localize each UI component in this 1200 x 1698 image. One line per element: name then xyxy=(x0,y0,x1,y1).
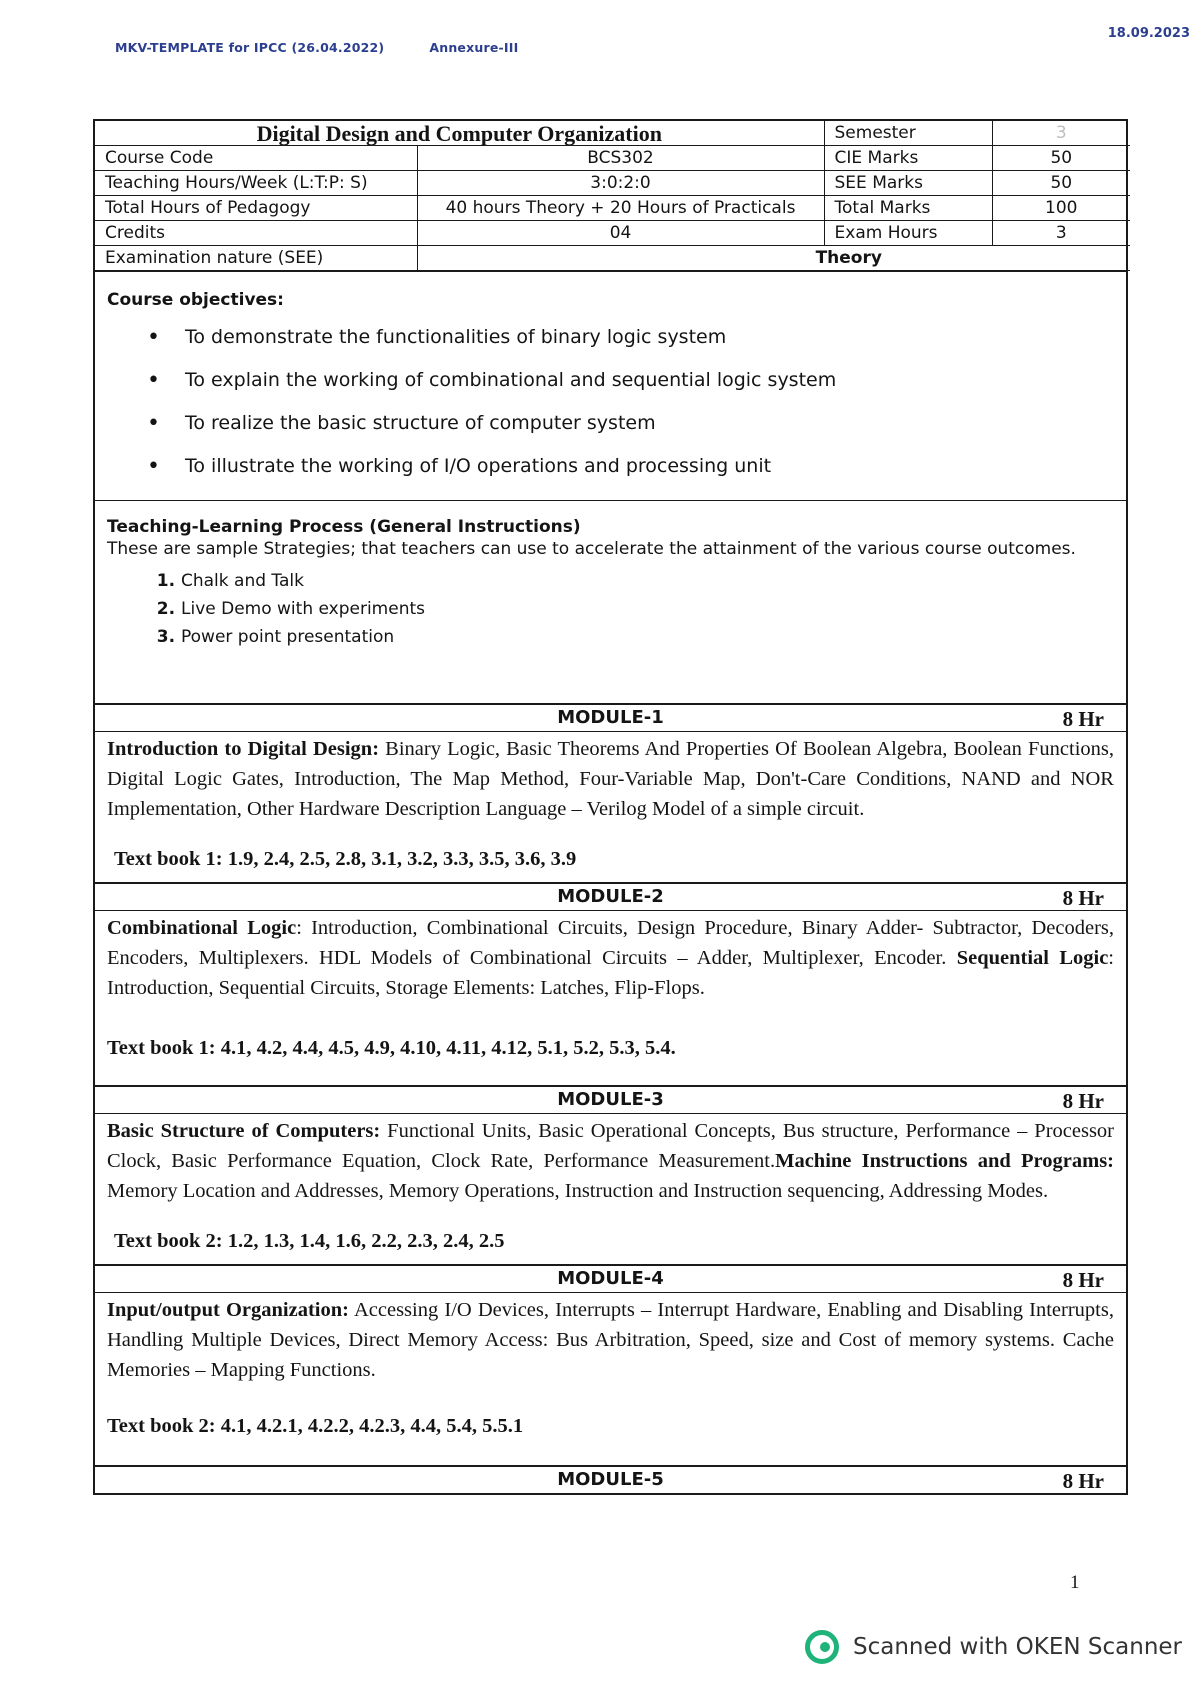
teaching-description: These are sample Strategies; that teachers can use to accelerate the attainment of the various course outcomes. xyxy=(107,539,1076,559)
module-hours: 8 Hr xyxy=(1062,886,1104,910)
objective-item: • To explain the working of combinational and sequential logic system xyxy=(185,359,1114,402)
topic-heading: Machine Instructions and Programs: xyxy=(775,1150,1115,1172)
module-hours: 8 Hr xyxy=(1062,1268,1104,1292)
total-marks-label: Total Marks xyxy=(824,196,992,221)
teaching-heading: Teaching-Learning Process (General Instructions) xyxy=(107,517,581,537)
module-4-content xyxy=(95,1293,1126,1465)
pedagogy-hours-label: Total Hours of Pedagogy xyxy=(95,196,417,221)
objectives-heading: Course objectives: xyxy=(107,290,284,310)
template-header xyxy=(115,40,518,55)
textbook-reference: Text book 1: 4.1, 4.2, 4.4, 4.5, 4.9, 4.10, 4.11, 4.12, 5.1, 5.2, 5.3, 5.4. xyxy=(107,1037,676,1059)
topic-text: Accessing I/O Devices, Interrupts – Interrupt Hardware, Enabling and Disabling Interrupts, Handling Multiple Devices, Direct Memory Access: Bus Arbitration, Speed, size and Cost of memory systems. Cache Memories – Mapping Functions. xyxy=(107,1299,1114,1381)
teaching-hours-value: 3:0:2:0 xyxy=(417,171,824,196)
module-title: MODULE-4 xyxy=(557,1268,664,1289)
objective-item: • To realize the basic structure of computer system xyxy=(185,402,1114,445)
module-2-content xyxy=(95,911,1126,1085)
objective-item: • To illustrate the working of I/O operations and processing unit xyxy=(185,445,1114,488)
topic-heading: Basic Structure of Computers: xyxy=(107,1120,381,1142)
topic-heading: Input/output Organization: xyxy=(107,1299,349,1321)
course-code-label: Course Code xyxy=(95,146,417,171)
topic-text: : Introduction, Sequential Circuits, Storage Elements: Latches, Flip-Flops. xyxy=(107,947,1114,999)
scanner-text: Scanned with OKEN Scanner xyxy=(853,1634,1182,1660)
teaching-list xyxy=(107,567,1114,651)
exam-nature-label: Examination nature (SEE) xyxy=(95,246,417,271)
module-3-header xyxy=(95,1085,1126,1114)
cie-marks-label: CIE Marks xyxy=(824,146,992,171)
teaching-learning-section xyxy=(95,500,1126,703)
module-title: MODULE-1 xyxy=(557,707,664,728)
see-marks-value: 50 xyxy=(992,171,1130,196)
semester-value: 3 xyxy=(992,121,1130,146)
module-1-header xyxy=(95,703,1126,732)
credits-value: 04 xyxy=(417,221,824,246)
course-info-table xyxy=(95,121,1130,271)
topic-text: Memory Location and Addresses, Memory Operations, Instruction and Instruction sequencing, Addressing Modes. xyxy=(107,1180,1049,1202)
module-hours: 8 Hr xyxy=(1062,707,1104,731)
textbook-reference: Text book 2: 1.2, 1.3, 1.4, 1.6, 2.2, 2.3, 2.4, 2.5 xyxy=(114,1230,505,1252)
teaching-item: 2. Live Demo with experiments xyxy=(181,595,1114,623)
module-hours: 8 Hr xyxy=(1062,1469,1104,1493)
course-objectives-section xyxy=(95,271,1126,500)
objectives-list xyxy=(107,316,1114,488)
course-code-value: BCS302 xyxy=(417,146,824,171)
topic-text: Functional Units, Basic Operational Concepts, Bus structure, Performance – Processor Clock, Basic Performance Equation, Clock Rate, Performance Measurement. xyxy=(107,1120,1114,1172)
course-title: Digital Design and Computer Organization xyxy=(95,121,824,146)
topic-heading: Combinational Logic xyxy=(107,917,297,939)
teaching-hours-label: Teaching Hours/Week (L:T:P: S) xyxy=(95,171,417,196)
credits-label: Credits xyxy=(95,221,417,246)
template-label: MKV-TEMPLATE for IPCC (26.04.2022) xyxy=(115,40,385,55)
scanner-logo-icon xyxy=(805,1630,839,1664)
cie-marks-value: 50 xyxy=(992,146,1130,171)
exam-hours-label: Exam Hours xyxy=(824,221,992,246)
objective-item: • To demonstrate the functionalities of binary logic system xyxy=(185,316,1114,359)
module-3-content xyxy=(95,1114,1126,1264)
module-2-header xyxy=(95,882,1126,911)
total-marks-value: 100 xyxy=(992,196,1130,221)
topic-heading: Sequential Logic xyxy=(956,947,1109,969)
teaching-item: 1. Chalk and Talk xyxy=(181,567,1114,595)
module-title: MODULE-2 xyxy=(557,886,664,907)
topic-text: Binary Logic, Basic Theorems And Properties Of Boolean Algebra, Boolean Functions, Digital Logic Gates, Introduction, The Map Method, Four-Variable Map, Don't-Care Conditions, NAND and NOR Implementation, Other Hardware Description Language – Verilog Model of a simple circuit. xyxy=(107,738,1115,820)
textbook-reference: Text book 2: 4.1, 4.2.1, 4.2.2, 4.2.3, 4.4, 5.4, 5.5.1 xyxy=(107,1415,524,1437)
module-title: MODULE-5 xyxy=(557,1469,664,1490)
document-date: 18.09.2023 xyxy=(1107,26,1190,41)
page-number: 1 xyxy=(1070,1572,1080,1593)
module-title: MODULE-3 xyxy=(557,1089,664,1110)
module-1-content xyxy=(95,732,1126,882)
semester-label: Semester xyxy=(824,121,992,146)
module-4-header xyxy=(95,1264,1126,1293)
syllabus-sheet xyxy=(93,119,1128,1495)
module-hours: 8 Hr xyxy=(1062,1089,1104,1113)
module-5-header xyxy=(95,1465,1126,1493)
pedagogy-hours-value: 40 hours Theory + 20 Hours of Practicals xyxy=(417,196,824,221)
teaching-item: 3. Power point presentation xyxy=(181,623,1114,651)
topic-heading: Introduction to Digital Design: xyxy=(107,738,380,760)
see-marks-label: SEE Marks xyxy=(824,171,992,196)
scanner-watermark xyxy=(805,1630,1182,1664)
exam-nature-value: Theory xyxy=(417,246,1130,271)
textbook-reference: Text book 1: 1.9, 2.4, 2.5, 2.8, 3.1, 3.2, 3.3, 3.5, 3.6, 3.9 xyxy=(114,848,577,870)
exam-hours-value: 3 xyxy=(992,221,1130,246)
annexure-label: Annexure-III xyxy=(429,40,519,55)
topic-text: : Introduction, Combinational Circuits, Design Procedure, Binary Adder- Subtractor, Decoders, Encoders, Multiplexers. HDL Models of Combinational Circuits – Adder, Multiplexer, Encoder. xyxy=(107,917,1115,969)
